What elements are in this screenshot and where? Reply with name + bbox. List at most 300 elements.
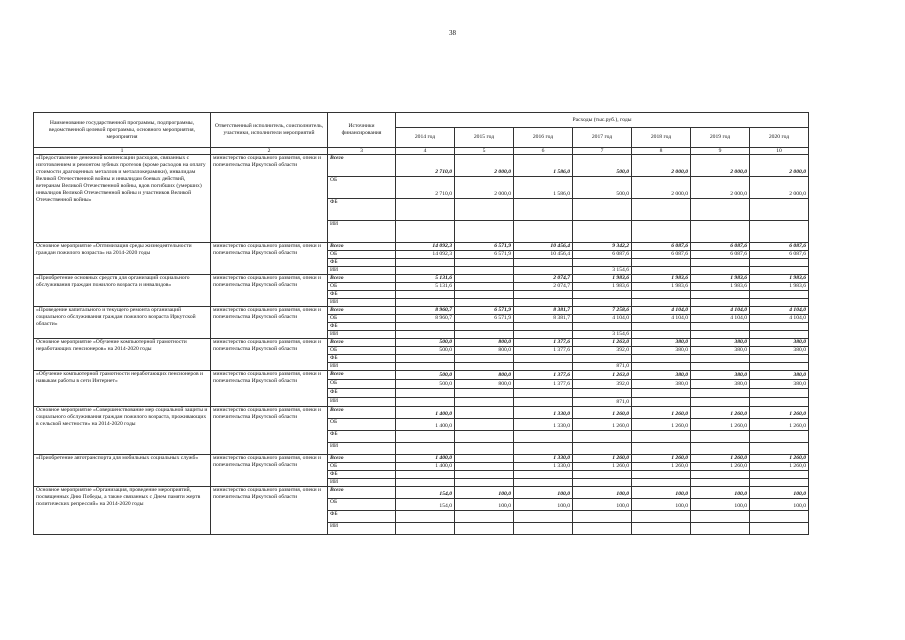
amount-cell: [396, 471, 455, 479]
funding-source: ИИ: [328, 479, 396, 487]
executor: министерство социального развития, опеки и попечительства Иркутской области: [211, 371, 328, 407]
amount-cell: [750, 471, 809, 479]
funding-source: ИИ: [328, 331, 396, 339]
amount-cell: 100,0: [632, 487, 691, 499]
amount-cell: [632, 259, 691, 267]
executor: министерство социального развития, опеки и попечительства Иркутской области: [211, 307, 328, 339]
amount-cell: [455, 511, 514, 523]
amount-cell: [691, 267, 750, 275]
amount-cell: 392,0: [573, 347, 632, 355]
amount-cell: [750, 363, 809, 371]
column-index: 5: [455, 148, 514, 155]
funding-source: ФБ: [328, 259, 396, 267]
amount-cell: 2 000,0: [455, 155, 514, 177]
amount-cell: 1 260,0: [750, 463, 809, 471]
amount-cell: 1 586,0: [514, 155, 573, 177]
amount-cell: 380,0: [691, 339, 750, 347]
amount-cell: [396, 511, 455, 523]
amount-cell: 6 087,6: [750, 251, 809, 259]
amount-cell: [514, 299, 573, 307]
amount-cell: [455, 407, 514, 419]
amount-cell: [750, 299, 809, 307]
amount-cell: [455, 355, 514, 363]
amount-cell: 871,0: [573, 363, 632, 371]
budget-table: [33, 112, 809, 535]
amount-cell: 6 571,9: [455, 251, 514, 259]
amount-cell: [691, 479, 750, 487]
amount-cell: [750, 323, 809, 331]
amount-cell: [632, 479, 691, 487]
amount-cell: 1 400,0: [396, 463, 455, 471]
amount-cell: [691, 398, 750, 407]
amount-cell: [691, 511, 750, 523]
funding-source: ОБ: [328, 251, 396, 259]
header-expenses: Расходы (тыс.руб.), годы: [396, 113, 809, 128]
amount-cell: [455, 523, 514, 535]
amount-cell: [396, 443, 455, 455]
header-executor: Ответственный исполнитель, соисполнитель, участники, исполнители мероприятий: [211, 113, 328, 148]
amount-cell: 2 000,0: [632, 177, 691, 199]
amount-cell: 1 260,0: [691, 455, 750, 463]
funding-source: ОБ: [328, 419, 396, 431]
funding-source: Всего: [328, 455, 396, 463]
funding-source: ОБ: [328, 499, 396, 511]
amount-cell: [632, 267, 691, 275]
funding-source: ИИ: [328, 443, 396, 455]
amount-cell: [750, 259, 809, 267]
amount-cell: [455, 275, 514, 283]
amount-cell: [455, 443, 514, 455]
amount-cell: 1 260,0: [691, 419, 750, 431]
amount-cell: 380,0: [750, 339, 809, 347]
amount-cell: 1 263,0: [573, 371, 632, 380]
amount-cell: 1 330,0: [514, 419, 573, 431]
measure-name: Основное мероприятие «Обучение компьютерной грамотности неработающих пенсионеров» на 2014-2020 годы: [34, 339, 211, 371]
amount-cell: 2 000,0: [691, 155, 750, 177]
amount-cell: 1 263,0: [573, 339, 632, 347]
year-header: 2014 год: [396, 128, 455, 148]
amount-cell: 1 377,6: [514, 339, 573, 347]
funding-source: Всего: [328, 275, 396, 283]
amount-cell: [573, 291, 632, 299]
amount-cell: [691, 199, 750, 221]
amount-cell: 1 983,6: [750, 283, 809, 291]
measure-name: «Приобретение основных средств для организаций социального обслуживания граждан пожилого возраста и инвалидов»: [34, 275, 211, 307]
amount-cell: 500,0: [396, 339, 455, 347]
amount-cell: [573, 389, 632, 398]
amount-cell: [396, 331, 455, 339]
amount-cell: [455, 221, 514, 243]
amount-cell: 1 983,6: [750, 275, 809, 283]
amount-cell: 6 571,9: [455, 243, 514, 251]
amount-cell: 1 400,0: [396, 455, 455, 463]
funding-source: ФБ: [328, 199, 396, 221]
amount-cell: 380,0: [632, 339, 691, 347]
amount-cell: 1 260,0: [632, 419, 691, 431]
amount-cell: 8 960,7: [396, 315, 455, 323]
measure-name: Основное мероприятие «Организация, проведение мероприятий, посвященных Дню Победы, а также связанных с Днем памяти жертв политических репрессий» на 2014-2020 годы: [34, 487, 211, 535]
funding-source: ИИ: [328, 523, 396, 535]
amount-cell: 4 104,0: [632, 307, 691, 315]
table-row: [34, 307, 809, 315]
amount-cell: 1 983,6: [573, 275, 632, 283]
executor: министерство социального развития, опеки и попечительства Иркутской области: [211, 487, 328, 535]
measure-name: «Предоставление денежной компенсации расходов, связанных с изготовлением и ремонтом зубных протезов (кроме расходов на оплату стоимости драгоценных металлов и металлокерамики), инвалидам Великой Отечественной войны и инвалидам боевых действий, ветеранам Великой Отечественной войны, вдов погибших (умерших) инвалидов Великой Отечественной войны и участников Великой Отечественной войны»: [34, 155, 211, 243]
funding-source: ОБ: [328, 177, 396, 199]
amount-cell: 4 104,0: [691, 307, 750, 315]
amount-cell: [514, 523, 573, 535]
amount-cell: 800,0: [455, 371, 514, 380]
amount-cell: 1 260,0: [750, 407, 809, 419]
amount-cell: 1 260,0: [573, 419, 632, 431]
amount-cell: 8 381,7: [514, 307, 573, 315]
amount-cell: [514, 259, 573, 267]
amount-cell: 1 983,6: [691, 283, 750, 291]
amount-cell: [514, 267, 573, 275]
amount-cell: [396, 291, 455, 299]
amount-cell: [573, 431, 632, 443]
amount-cell: 14 092,3: [396, 251, 455, 259]
amount-cell: 100,0: [573, 487, 632, 499]
amount-cell: [396, 323, 455, 331]
funding-source: ИИ: [328, 363, 396, 371]
funding-source: Всего: [328, 407, 396, 419]
amount-cell: 1 330,0: [514, 455, 573, 463]
funding-source: ФБ: [328, 355, 396, 363]
amount-cell: [455, 398, 514, 407]
amount-cell: 1 260,0: [573, 463, 632, 471]
amount-cell: [750, 431, 809, 443]
table-row: [34, 407, 809, 419]
amount-cell: 1 260,0: [691, 407, 750, 419]
year-header: 2017 год: [573, 128, 632, 148]
funding-source: Всего: [328, 155, 396, 177]
amount-cell: [573, 259, 632, 267]
amount-cell: 1 377,6: [514, 371, 573, 380]
amount-cell: [632, 299, 691, 307]
amount-cell: 500,0: [573, 177, 632, 199]
amount-cell: [514, 363, 573, 371]
amount-cell: 8 381,7: [514, 315, 573, 323]
amount-cell: [632, 389, 691, 398]
amount-cell: [396, 259, 455, 267]
amount-cell: 10 456,4: [514, 243, 573, 251]
amount-cell: [514, 331, 573, 339]
amount-cell: [514, 291, 573, 299]
measure-name: Основное мероприятие «Совершенствование мер социальной защиты и социального обслуживания граждан пожилого возраста, проживающих в сельской местности» на 2014-2020 годы: [34, 407, 211, 455]
amount-cell: [750, 331, 809, 339]
amount-cell: 100,0: [750, 487, 809, 499]
table-row: [34, 487, 809, 499]
amount-cell: 1 260,0: [691, 463, 750, 471]
amount-cell: 100,0: [514, 487, 573, 499]
amount-cell: [514, 355, 573, 363]
amount-cell: [455, 331, 514, 339]
amount-cell: [455, 291, 514, 299]
table-row: [34, 155, 809, 177]
funding-source: ОБ: [328, 380, 396, 389]
amount-cell: [455, 431, 514, 443]
amount-cell: 500,0: [396, 380, 455, 389]
amount-cell: [750, 221, 809, 243]
funding-source: ФБ: [328, 471, 396, 479]
amount-cell: 1 330,0: [514, 463, 573, 471]
amount-cell: 6 571,9: [455, 315, 514, 323]
amount-cell: [691, 363, 750, 371]
year-header: 2018 год: [632, 128, 691, 148]
funding-source: Всего: [328, 487, 396, 499]
column-index: 10: [750, 148, 809, 155]
amount-cell: 100,0: [691, 487, 750, 499]
year-header: 2020 год: [750, 128, 809, 148]
amount-cell: 6 571,9: [455, 307, 514, 315]
amount-cell: [514, 389, 573, 398]
amount-cell: 1 260,0: [632, 463, 691, 471]
amount-cell: 1 400,0: [396, 407, 455, 419]
amount-cell: [455, 323, 514, 331]
page-number: 38: [449, 29, 456, 37]
amount-cell: [691, 323, 750, 331]
funding-source: ОБ: [328, 315, 396, 323]
executor: министерство социального развития, опеки и попечительства Иркутской области: [211, 455, 328, 487]
amount-cell: [396, 267, 455, 275]
amount-cell: 3 154,6: [573, 331, 632, 339]
amount-cell: [632, 199, 691, 221]
amount-cell: [632, 523, 691, 535]
funding-source: ИИ: [328, 221, 396, 243]
amount-cell: [396, 199, 455, 221]
amount-cell: 154,0: [396, 499, 455, 511]
column-index: 3: [328, 148, 396, 155]
measure-name: «Проведение капитального и текущего ремонта организаций социального обслуживания граждан пожилого возраста Иркутской области»: [34, 307, 211, 339]
amount-cell: [691, 299, 750, 307]
amount-cell: 10 456,4: [514, 251, 573, 259]
amount-cell: 380,0: [691, 371, 750, 380]
amount-cell: 380,0: [691, 347, 750, 355]
amount-cell: [396, 389, 455, 398]
funding-source: ОБ: [328, 463, 396, 471]
amount-cell: [691, 523, 750, 535]
amount-cell: 1 586,0: [514, 177, 573, 199]
amount-cell: 4 104,0: [573, 315, 632, 323]
amount-cell: 2 710,0: [396, 177, 455, 199]
amount-cell: [396, 398, 455, 407]
measure-name: «Обучение компьютерной грамотности неработающих пенсионеров и навыкам работы в сети Интернет»: [34, 371, 211, 407]
amount-cell: [455, 479, 514, 487]
amount-cell: [573, 299, 632, 307]
executor: министерство социального развития, опеки и попечительства Иркутской области: [211, 407, 328, 455]
measure-name: «Приобретение автотранспорта для мобильных социальных служб»: [34, 455, 211, 487]
funding-source: ФБ: [328, 291, 396, 299]
amount-cell: 5 131,6: [396, 283, 455, 291]
amount-cell: [396, 479, 455, 487]
amount-cell: 2 074,7: [514, 275, 573, 283]
amount-cell: 2 710,0: [396, 155, 455, 177]
amount-cell: [573, 323, 632, 331]
amount-cell: [455, 363, 514, 371]
amount-cell: 1 983,6: [632, 275, 691, 283]
amount-cell: [455, 389, 514, 398]
funding-source: ОБ: [328, 283, 396, 291]
executor: министерство социального развития, опеки и попечительства Иркутской области: [211, 155, 328, 243]
funding-source: ФБ: [328, 431, 396, 443]
amount-cell: [750, 291, 809, 299]
amount-cell: 4 104,0: [632, 315, 691, 323]
amount-cell: 1 260,0: [573, 407, 632, 419]
table-row: [34, 275, 809, 283]
amount-cell: 380,0: [691, 380, 750, 389]
funding-source: ИИ: [328, 267, 396, 275]
funding-source: ИИ: [328, 398, 396, 407]
amount-cell: [455, 283, 514, 291]
amount-cell: [750, 479, 809, 487]
amount-cell: [455, 299, 514, 307]
column-index: 2: [211, 148, 328, 155]
funding-source: Всего: [328, 371, 396, 380]
funding-source: Всего: [328, 243, 396, 251]
amount-cell: [632, 471, 691, 479]
column-index: 1: [34, 148, 211, 155]
amount-cell: 2 000,0: [691, 177, 750, 199]
amount-cell: 100,0: [514, 499, 573, 511]
amount-cell: 1 260,0: [750, 455, 809, 463]
amount-cell: 800,0: [455, 339, 514, 347]
amount-cell: 100,0: [455, 499, 514, 511]
amount-cell: [632, 323, 691, 331]
column-index: 6: [514, 148, 573, 155]
amount-cell: 380,0: [632, 371, 691, 380]
amount-cell: 380,0: [632, 347, 691, 355]
amount-cell: 6 087,6: [691, 243, 750, 251]
amount-cell: [691, 443, 750, 455]
amount-cell: 1 377,6: [514, 347, 573, 355]
amount-cell: 9 342,2: [573, 243, 632, 251]
amount-cell: [396, 523, 455, 535]
amount-cell: [514, 511, 573, 523]
column-index: 9: [691, 148, 750, 155]
amount-cell: [750, 355, 809, 363]
amount-cell: [455, 259, 514, 267]
amount-cell: [573, 471, 632, 479]
amount-cell: [455, 455, 514, 463]
amount-cell: [396, 221, 455, 243]
amount-cell: [750, 398, 809, 407]
amount-cell: [691, 471, 750, 479]
amount-cell: [750, 267, 809, 275]
amount-cell: 380,0: [750, 347, 809, 355]
amount-cell: 8 960,7: [396, 307, 455, 315]
amount-cell: 2 000,0: [750, 177, 809, 199]
amount-cell: 7 258,6: [573, 307, 632, 315]
amount-cell: [573, 443, 632, 455]
amount-cell: [632, 431, 691, 443]
amount-cell: [514, 199, 573, 221]
amount-cell: 380,0: [750, 380, 809, 389]
header-name: Наименование государственной программы, подпрограммы, ведомственной целевой программы, основного мероприятия, мероприятия: [34, 113, 211, 148]
amount-cell: 3 154,6: [573, 267, 632, 275]
amount-cell: [455, 199, 514, 221]
amount-cell: [514, 443, 573, 455]
amount-cell: 1 260,0: [632, 407, 691, 419]
amount-cell: [573, 199, 632, 221]
amount-cell: [632, 511, 691, 523]
column-index: 8: [632, 148, 691, 155]
amount-cell: 380,0: [632, 380, 691, 389]
amount-cell: 1 983,6: [573, 283, 632, 291]
amount-cell: [750, 511, 809, 523]
amount-cell: [691, 259, 750, 267]
amount-cell: 871,0: [573, 398, 632, 407]
year-header: 2019 год: [691, 128, 750, 148]
header-source: Источники финансирования: [328, 113, 396, 148]
amount-cell: [573, 221, 632, 243]
amount-cell: [691, 389, 750, 398]
year-header: 2016 год: [514, 128, 573, 148]
amount-cell: 6 087,6: [691, 251, 750, 259]
amount-cell: 4 104,0: [750, 315, 809, 323]
amount-cell: 1 260,0: [632, 455, 691, 463]
funding-source: ФБ: [328, 389, 396, 398]
funding-source: ФБ: [328, 323, 396, 331]
amount-cell: 2 000,0: [632, 155, 691, 177]
amount-cell: 100,0: [691, 499, 750, 511]
amount-cell: 800,0: [455, 347, 514, 355]
amount-cell: [514, 323, 573, 331]
amount-cell: [396, 431, 455, 443]
amount-cell: [514, 479, 573, 487]
amount-cell: [691, 221, 750, 243]
amount-cell: [455, 463, 514, 471]
executor: министерство социального развития, опеки и попечительства Иркутской области: [211, 275, 328, 307]
column-index: 4: [396, 148, 455, 155]
amount-cell: [750, 199, 809, 221]
amount-cell: 2 074,7: [514, 283, 573, 291]
amount-cell: [514, 431, 573, 443]
amount-cell: [455, 267, 514, 275]
amount-cell: 5 131,6: [396, 275, 455, 283]
executor: министерство социального развития, опеки и попечительства Иркутской области: [211, 243, 328, 275]
amount-cell: 500,0: [396, 347, 455, 355]
amount-cell: [455, 471, 514, 479]
amount-cell: [632, 398, 691, 407]
amount-cell: 6 087,6: [573, 251, 632, 259]
amount-cell: 100,0: [750, 499, 809, 511]
amount-cell: [632, 331, 691, 339]
amount-cell: 4 104,0: [750, 307, 809, 315]
amount-cell: [455, 419, 514, 431]
amount-cell: [750, 389, 809, 398]
amount-cell: 100,0: [455, 487, 514, 499]
funding-source: Всего: [328, 339, 396, 347]
funding-source: ФБ: [328, 511, 396, 523]
amount-cell: 14 092,3: [396, 243, 455, 251]
amount-cell: 4 104,0: [691, 315, 750, 323]
amount-cell: [632, 363, 691, 371]
column-index: 7: [573, 148, 632, 155]
amount-cell: [632, 443, 691, 455]
amount-cell: 1 983,6: [632, 283, 691, 291]
year-header: 2015 год: [455, 128, 514, 148]
amount-cell: [632, 291, 691, 299]
measure-name: Основное мероприятие «Оптимизация среды жизнедеятельности граждан пожилого возраста» на 2014-2020 годы: [34, 243, 211, 275]
amount-cell: [514, 398, 573, 407]
table-row: [34, 455, 809, 463]
amount-cell: [632, 221, 691, 243]
amount-cell: 100,0: [632, 499, 691, 511]
amount-cell: [573, 355, 632, 363]
table-row: [34, 339, 809, 347]
amount-cell: 1 400,0: [396, 419, 455, 431]
